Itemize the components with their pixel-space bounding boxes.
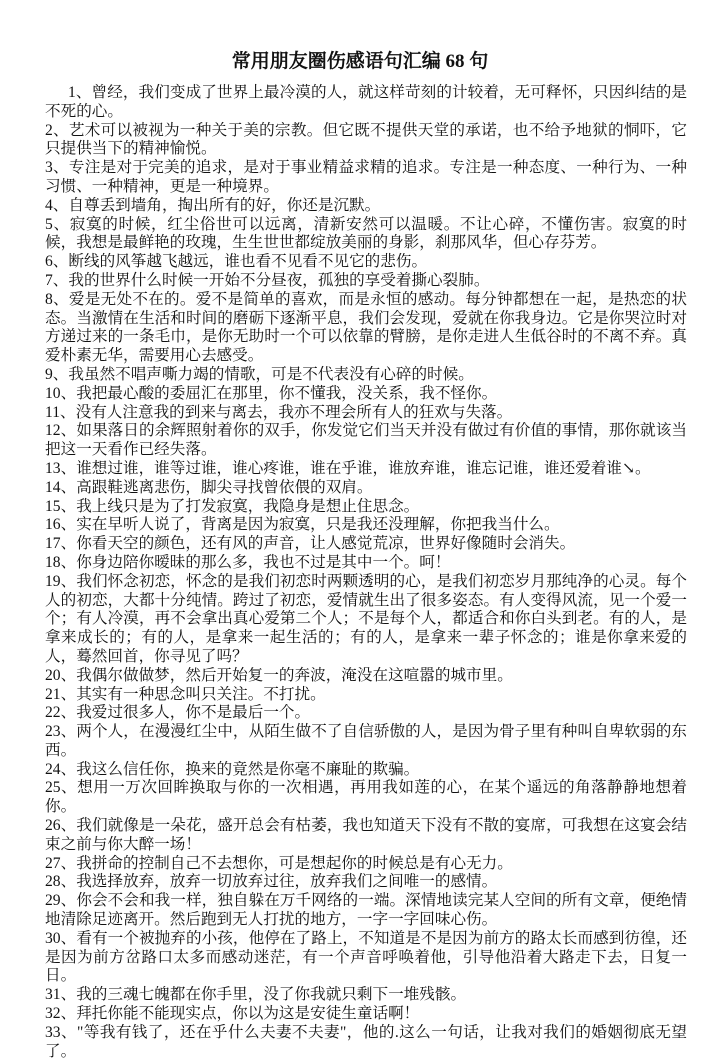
quote-item: 28、我选择放弃，放弃一切放弃过往，放弃我们之间唯一的感情。 — [45, 873, 498, 891]
document-title: 常用朋友圈伤感语句汇编 68 句 — [231, 51, 489, 72]
quote-item: 12、如果落日的余辉照射着你的双手，你发觉它们当天并没有做过有价值的事情，那你就该当把这一天看作已经失落。 — [45, 422, 687, 459]
quote-item: 32、拜托你能不能现实点，你以为这是安徒生童话啊！ — [45, 1005, 420, 1023]
quote-item: 3、专注是对于完美的追求，是对于事业精益求精的追求。专注是一种态度、一种行为、一种习惯、一种精神，更是一种境界。 — [45, 159, 687, 195]
quote-item: 21、其实有一种思念叫只关注。不打扰。 — [45, 685, 326, 703]
quote-item: 16、实在早听人说了，背离是因为寂寞，只是我还没理解，你把我当什么。 — [45, 516, 560, 534]
quote-item: 31、我的三魂七魄都在你手里，没了你我就只剩下一堆残骸。 — [45, 986, 467, 1004]
quote-item: 9、我虽然不唱声嘶力竭的情歌，可是不代表没有心碎的时候。 — [45, 365, 474, 383]
quote-item: 24、我这么信任你，换来的竟然是你毫不廉耻的欺骗。 — [45, 760, 420, 778]
quote-item: 5、寂寞的时候，红尘俗世可以远离，清新安然可以温暖。不让心碎，不懂伤害。寂寞的时候，我想是最鲜艳的玫瑰，生生世世都绽放美丽的身影，刹那风华，但心存芬芳。 — [45, 215, 687, 252]
document-body — [45, 84, 687, 1061]
quote-item: 29、你会不会和我一样，独自躲在万千网络的一端。深情地读完某人空间的所有文章，便绝情地清除足迹离开。然后跑到无人打扰的地方，一字一字回味心伤。 — [45, 892, 687, 929]
quote-item: 10、我把最心酸的委屈汇在那里，你不懂我，没关系，我不怪你。 — [45, 384, 498, 402]
quote-item: 2、艺术可以被视为一种关于美的宗教。但它既不提供天堂的承诺，也不给予地狱的恫吓，它只提供当下的精神愉悦。 — [45, 121, 687, 158]
quote-item: 17、你看天空的颜色，还有风的声音，让人感觉荒凉，世界好像随时会消失。 — [45, 535, 576, 553]
quote-item: 30、看有一个被抛弃的小孩，他停在了路上，不知道是不是因为前方的路太长而感到彷徨，还是因为前方岔路口太多而感动迷茫，有一个声音呼唤着他，引导他沿着大路走下去，日复一日。 — [45, 929, 687, 985]
quote-item: 20、我偶尔做做梦，然后开始复一的奔波，淹没在这喧嚣的城市里。 — [45, 666, 513, 684]
quote-item: 27、我拼命的控制自己不去想你，可是想起你的时候总是有心无力。 — [45, 854, 513, 872]
quote-item: 15、我上线只是为了打发寂寞，我隐身是想止住思念。 — [45, 497, 420, 515]
quote-item: 23、两个人，在漫漫红尘中，从陌生做不了自信骄傲的人，是因为骨子里有种叫自卑软弱的东西。 — [45, 723, 687, 759]
quote-item: 4、自尊丢到墙角，掏出所有的好，你还是沉默。 — [45, 196, 381, 214]
quote-item: 19、我们怀念初恋，怀念的是我们初恋时两颗透明的心，是我们初恋岁月那纯净的心灵。每个人的初恋，大都十分纯情。跨过了初恋，爱情就生出了很多姿态。有人变得风流，见一个爱一个；有人冷漠，再不会拿出真心爱第二个人；不是每个人，都适合和你白头到老。有的人，是拿来成长的；有的人，是拿来一起生活的；有的人，是拿来一辈子怀念的；谁是你拿来爱的人，蓦然回首，你寻见了吗？ — [45, 572, 687, 665]
quote-item: 13、谁想过谁，谁等过谁，谁心疼谁，谁在乎谁，谁放弃谁，谁忘记谁，谁还爱着谁↘。 — [45, 459, 651, 477]
quote-item: 14、高跟鞋逃离悲伤，脚尖寻找曾依偎的双肩。 — [45, 478, 373, 496]
quote-item: 11、没有人注意我的到来与离去，我亦不理会所有人的狂欢与失落。 — [45, 403, 513, 421]
quote-item: 8、爱是无处不在的。爱不是简单的喜欢，而是永恒的感动。每分钟都想在一起，是热恋的状态。当激情在生活和时间的磨砺下逐渐平息，我们会发现，爱就在你我身边。它是你哭泣时对方递过来的一条毛巾，是你无助时一个可以依靠的臂膀，是你走进人生低谷时的不离不弃。真爱朴素无华，需要用心去感受。 — [45, 290, 687, 365]
quote-item: 33、"等我有钱了，还在乎什么夫妻不夫妻"，他的.这么一句话，让我对我们的婚姻彻底无望了。 — [45, 1023, 687, 1060]
quote-item: 22、我爱过很多人，你不是最后一个。 — [45, 704, 311, 722]
quote-item: 25、想用一万次回眸换取与你的一次相遇，再用我如莲的心，在某个遥远的角落静静地想着你。 — [45, 779, 687, 816]
quote-item: 6、断线的风筝越飞越远，谁也看不见看不见它的悲伤。 — [45, 253, 428, 271]
quote-item: 18、你身边陪你暧昧的那么多，我也不过是其中一个。呵！ — [45, 553, 451, 571]
quote-item: 26、我们就像是一朵花，盛开总会有枯萎，我也知道天下没有不散的宴席，可我想在这宴会结束之前与你大醉一场！ — [45, 817, 687, 853]
quote-item: 1、曾经，我们变成了世界上最冷漠的人，就这样苛刻的计较着，无可释怀，只因纠结的是不死的心。 — [45, 84, 687, 120]
quote-item: 7、我的世界什么时候一开始不分昼夜，孤独的享受着撕心裂肺。 — [45, 271, 490, 289]
